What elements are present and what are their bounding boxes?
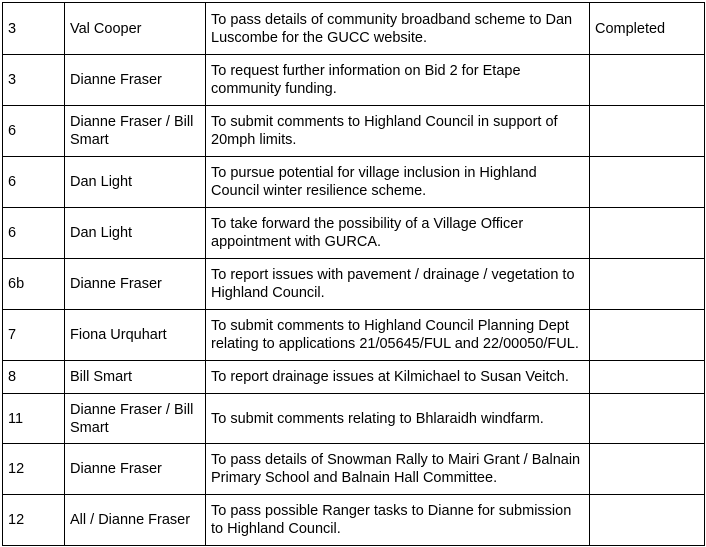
item-number-cell: 6b — [3, 259, 65, 310]
status-cell — [590, 310, 705, 361]
action-cell: To pursue potential for village inclusion in Highland Council winter resilience scheme. — [206, 157, 590, 208]
table-row — [3, 394, 705, 444]
person-cell: Dan Light — [65, 157, 206, 208]
item-number-cell: 11 — [3, 394, 65, 444]
action-cell: To submit comments to Highland Council Planning Dept relating to applications 21/05645/FUL and 22/00050/FUL. — [206, 310, 590, 361]
person-cell: Val Cooper — [65, 3, 206, 55]
status-cell — [590, 157, 705, 208]
table-row — [3, 259, 705, 310]
status-cell — [590, 444, 705, 495]
action-cell: To request further information on Bid 2 for Etape community funding. — [206, 55, 590, 106]
table-row — [3, 208, 705, 259]
person-cell: Fiona Urquhart — [65, 310, 206, 361]
status-cell — [590, 495, 705, 546]
action-cell: To pass details of Snowman Rally to Mairi Grant / Balnain Primary School and Balnain Hall Committee. — [206, 444, 590, 495]
item-number-cell: 12 — [3, 495, 65, 546]
item-number-cell: 6 — [3, 208, 65, 259]
person-cell: Dan Light — [65, 208, 206, 259]
table-row — [3, 310, 705, 361]
person-cell: Dianne Fraser — [65, 259, 206, 310]
status-cell — [590, 55, 705, 106]
table-row — [3, 444, 705, 495]
item-number-cell: 6 — [3, 157, 65, 208]
person-cell: Dianne Fraser — [65, 444, 206, 495]
status-cell — [590, 394, 705, 444]
item-number-cell: 3 — [3, 55, 65, 106]
action-points-table — [2, 2, 705, 546]
action-cell: To pass possible Ranger tasks to Dianne for submission to Highland Council. — [206, 495, 590, 546]
status-cell — [590, 259, 705, 310]
item-number-cell: 6 — [3, 106, 65, 157]
status-cell — [590, 106, 705, 157]
action-cell: To take forward the possibility of a Village Officer appointment with GURCA. — [206, 208, 590, 259]
action-cell: To report drainage issues at Kilmichael to Susan Veitch. — [206, 361, 590, 394]
table-row — [3, 157, 705, 208]
action-cell: To report issues with pavement / drainage / vegetation to Highland Council. — [206, 259, 590, 310]
status-cell: Completed — [590, 3, 705, 55]
table-row — [3, 361, 705, 394]
status-cell — [590, 361, 705, 394]
action-cell: To submit comments relating to Bhlaraidh windfarm. — [206, 394, 590, 444]
person-cell: Dianne Fraser / Bill Smart — [65, 106, 206, 157]
item-number-cell: 3 — [3, 3, 65, 55]
table-row — [3, 495, 705, 546]
table-row — [3, 106, 705, 157]
table-row — [3, 55, 705, 106]
status-cell — [590, 208, 705, 259]
person-cell: Dianne Fraser — [65, 55, 206, 106]
person-cell: Bill Smart — [65, 361, 206, 394]
item-number-cell: 12 — [3, 444, 65, 495]
person-cell: All / Dianne Fraser — [65, 495, 206, 546]
person-cell: Dianne Fraser / Bill Smart — [65, 394, 206, 444]
item-number-cell: 8 — [3, 361, 65, 394]
table-row — [3, 3, 705, 55]
action-cell: To submit comments to Highland Council in support of 20mph limits. — [206, 106, 590, 157]
item-number-cell: 7 — [3, 310, 65, 361]
action-cell: To pass details of community broadband scheme to Dan Luscombe for the GUCC website. — [206, 3, 590, 55]
